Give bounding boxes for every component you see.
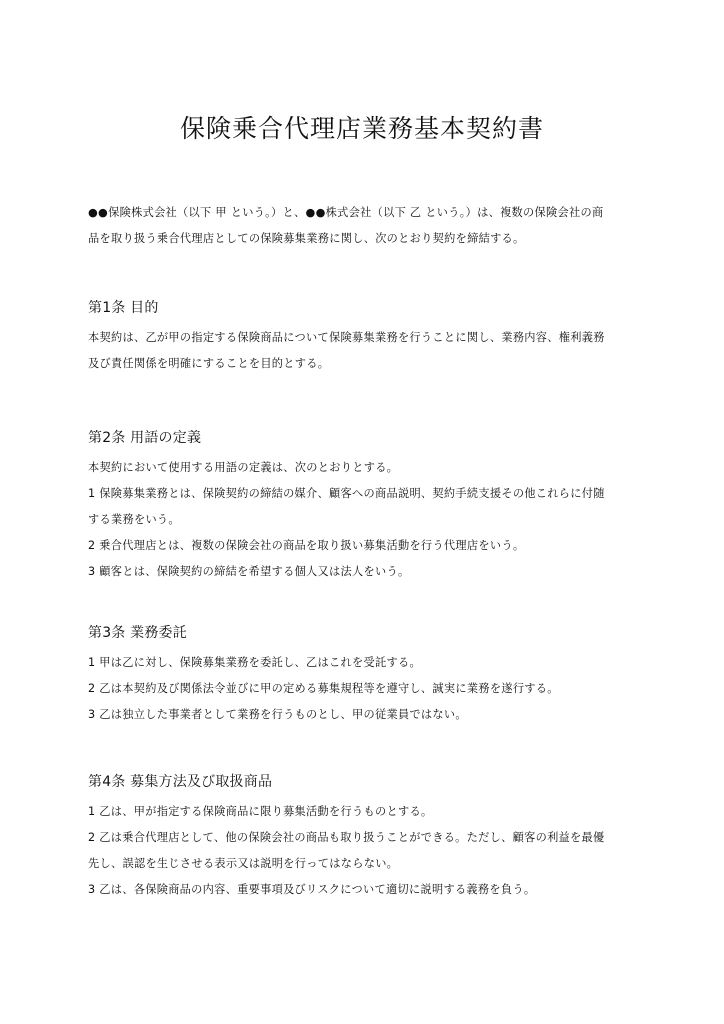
article-line: 本契約は、乙が甲の指定する保険商品について保険募集業務を行うことに関し、業務内容、権利義務 [88,331,605,344]
article-2 [88,427,648,585]
article-line: する業務をいう。 [88,513,180,526]
preamble-line: ●●保険株式会社（以下 甲 という。）と、●●株式会社（以下 乙 という。）は、複数の保険会社の商 [88,206,604,219]
article-line: 及び責任関係を明確にすることを目的とする。 [88,357,330,370]
article-line: 3 乙は独立した事業者として業務を行うものとし、甲の従業員ではない。 [88,708,467,721]
article-4 [88,771,648,903]
article-line: 1 保険募集業務とは、保険契約の締結の媒介、顧客への商品説明、契約手続支援その他これらに付随 [88,487,605,500]
article-line: 1 甲は乙に対し、保険募集業務を委託し、乙はこれを受託する。 [88,656,421,669]
article-line: 先し、誤認を生じさせる表示又は説明を行ってはならない。 [88,857,399,870]
article-line: 本契約において使用する用語の定義は、次のとおりとする。 [88,461,399,474]
article-heading: 第4条 募集方法及び取扱商品 [88,774,273,790]
article-heading: 第1条 目的 [88,300,159,316]
article-1 [88,297,648,377]
document-title: 保険乗合代理店業務基本契約書 [179,114,544,143]
preamble [88,200,648,252]
article-line: 3 乙は、各保険商品の内容、重要事項及びリスクについて適切に説明する義務を負う。 [88,883,536,896]
article-line: 2 乙は本契約及び関係法令並びに甲の定める募集規程等を遵守し、誠実に業務を遂行する。 [88,682,559,695]
article-line: 2 乙は乗合代理店として、他の保険会社の商品も取り扱うことができる。ただし、顧客の利益を最優 [88,831,605,844]
article-heading: 第2条 用語の定義 [88,430,202,446]
article-line: 3 顧客とは、保険契約の締結を希望する個人又は法人をいう。 [88,565,410,578]
article-3 [88,622,648,728]
article-line: 1 乙は、甲が指定する保険商品に限り募集活動を行うものとする。 [88,805,433,818]
preamble-line: 品を取り扱う乗合代理店としての保険募集業務に関し、次のとおり契約を締結する。 [88,232,525,245]
article-line: 2 乗合代理店とは、複数の保険会社の商品を取り扱い募集活動を行う代理店をいう。 [88,539,525,552]
article-heading: 第3条 業務委託 [88,625,187,641]
